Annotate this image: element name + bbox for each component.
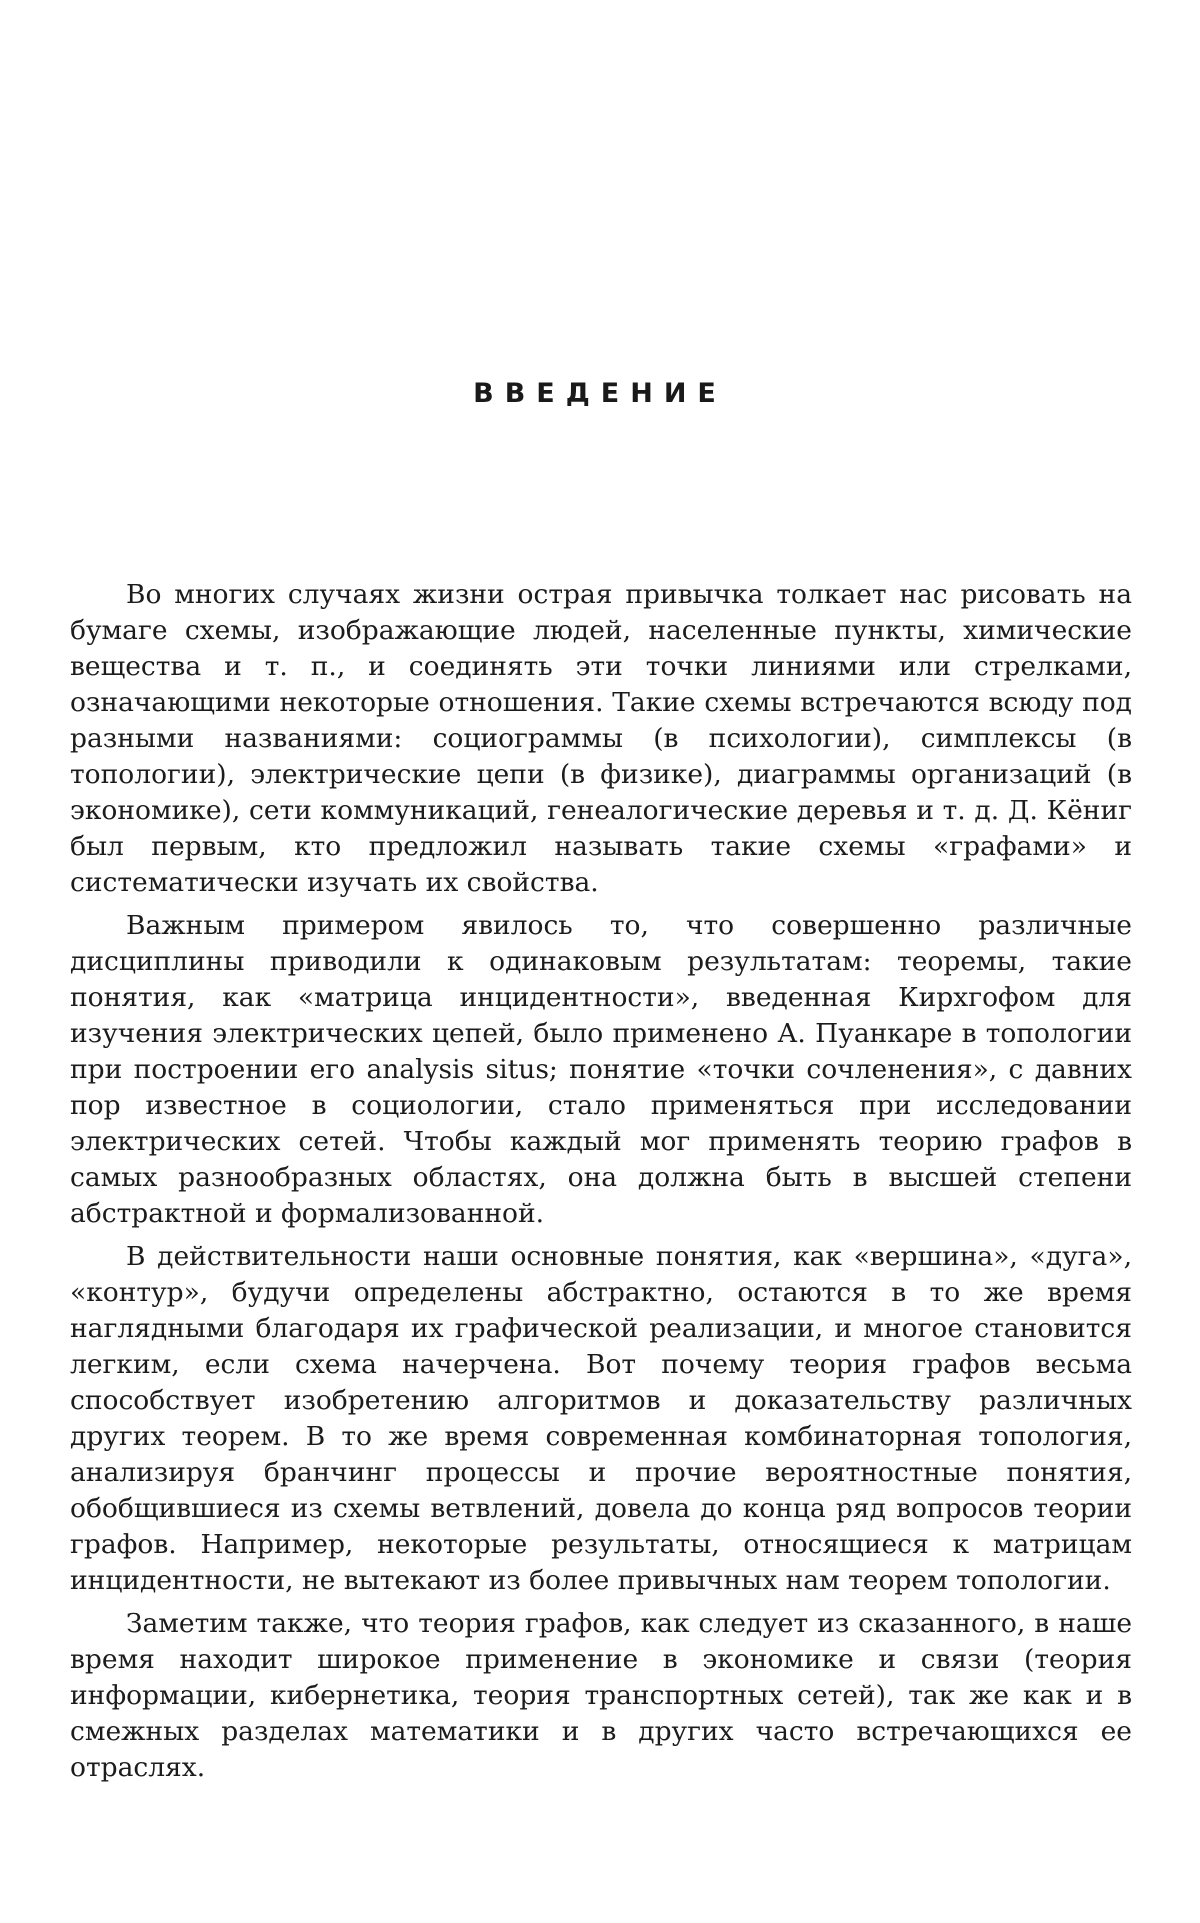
paragraph-2: Важным примером явилось то, что совершенно различные дисциплины приводили к одинаковым результатам: теоремы, такие понятия, как «матрица инцидентности», введенная Кирхгофом для изучения электрических цепей, было применено А. Пуанкаре в топологии при построении его analysis situs; понятие «точки сочленения», с давних пор известное в социологии, стало применяться при исследовании электрических сетей. Чтобы каждый мог применять теорию графов в самых разнообразных областях, она должна быть в высшей степени абстрактной и формализованной.	[70, 910, 1132, 1229]
chapter-title: ВВЕДЕНИЕ	[473, 378, 727, 409]
body-text	[70, 577, 1132, 1793]
paragraph-3: В действительности наши основные понятия, как «вершина», «дуга», «контур», будучи определены абстрактно, остаются в то же время наглядными благодаря их графической реализации, и многое становится легким, если схема начерчена. Вот почему теория графов весьма способствует изобретению алгоритмов и доказательству различных других теорем. В то же время современная комбинаторная топология, анализируя бранчинг процессы и прочие вероятностные понятия, обобщившиеся из схемы ветвлений, довела до конца ряд вопросов теории графов. Например, некоторые результаты, относящиеся к матрицам инцидентности, не вытекают из более привычных нам теорем топологии.	[70, 1241, 1132, 1596]
paragraph-4: Заметим также, что теория графов, как следует из сказанного, в наше время находит широкое применение в экономике и связи (теория информации, кибернетика, теория транспортных сетей), так же как и в смежных разделах математики и в других часто встречающихся ее отраслях.	[70, 1608, 1132, 1783]
paragraph-1: Во многих случаях жизни острая привычка толкает нас рисовать на бумаге схемы, изображающие людей, населенные пункты, химические вещества и т. п., и соединять эти точки линиями или стрелками, означающими некоторые отношения. Такие схемы встречаются всюду под разными названиями: социограммы (в психологии), симплексы (в топологии), электрические цепи (в физике), диаграммы организаций (в экономике), сети коммуникаций, генеалогические деревья и т. д. Д. Кёниг был первым, кто предложил называть такие схемы «графами» и систематически изучать их свойства.	[70, 579, 1132, 898]
